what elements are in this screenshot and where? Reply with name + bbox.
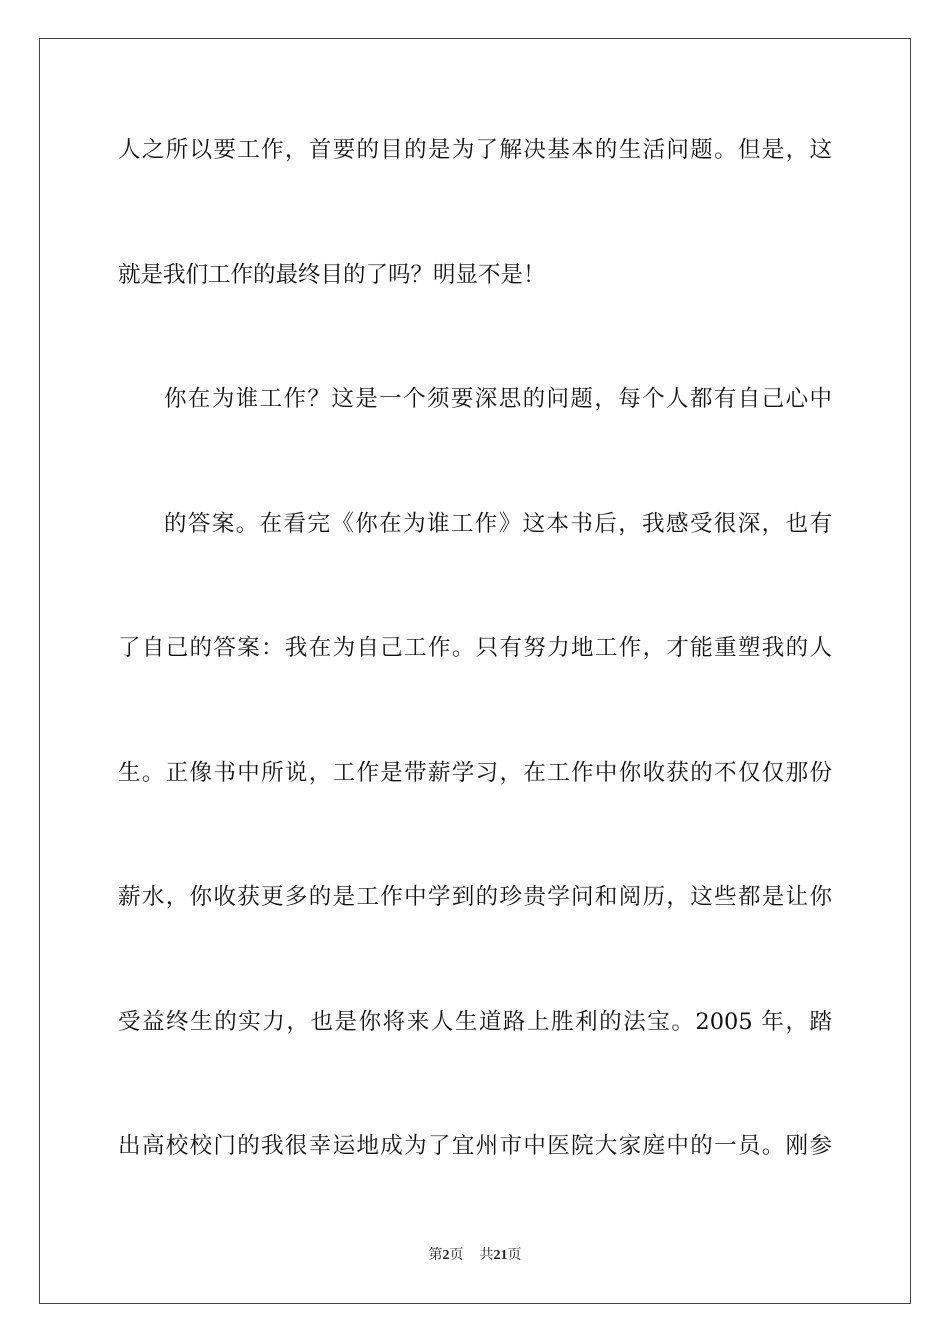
text-line-5: 了自己的答案：我在为自己工作。只有努力地工作，才能重塑我的人 [118, 635, 832, 661]
total-prefix: 共 [479, 1248, 494, 1263]
page-number: 2 [442, 1248, 450, 1263]
page-footer [0, 1246, 950, 1266]
text-line-8: 受益终生的实力，也是你将来人生道路上胜利的法宝。2005 年，踏 [118, 1009, 832, 1035]
page-prefix: 第 [428, 1248, 443, 1263]
text-line-6: 生。正像书中所说，工作是带薪学习，在工作中你收获的不仅仅那份 [118, 760, 832, 786]
text-line-3: 你在为谁工作？这是一个须要深思的问题，每个人都有自己心中 [164, 386, 832, 412]
text-line-1: 人之所以要工作，首要的目的是为了解决基本的生活问题。但是，这 [118, 137, 832, 163]
total-suffix: 页 [507, 1248, 522, 1263]
page-suffix: 页 [449, 1248, 464, 1263]
text-line-4: 的答案。在看完《你在为谁工作》这本书后，我感受很深，也有 [164, 511, 832, 537]
total-pages: 21 [493, 1248, 508, 1263]
text-line-9: 出高校校门的我很幸运地成为了宜州市中医院大家庭中的一员。刚参 [118, 1133, 832, 1159]
text-line-2: 就是我们工作的最终目的了吗？明显不是！ [118, 262, 546, 288]
page-border [39, 38, 911, 1304]
text-line-7: 薪水，你收获更多的是工作中学到的珍贵学问和阅历，这些都是让你 [118, 884, 832, 910]
